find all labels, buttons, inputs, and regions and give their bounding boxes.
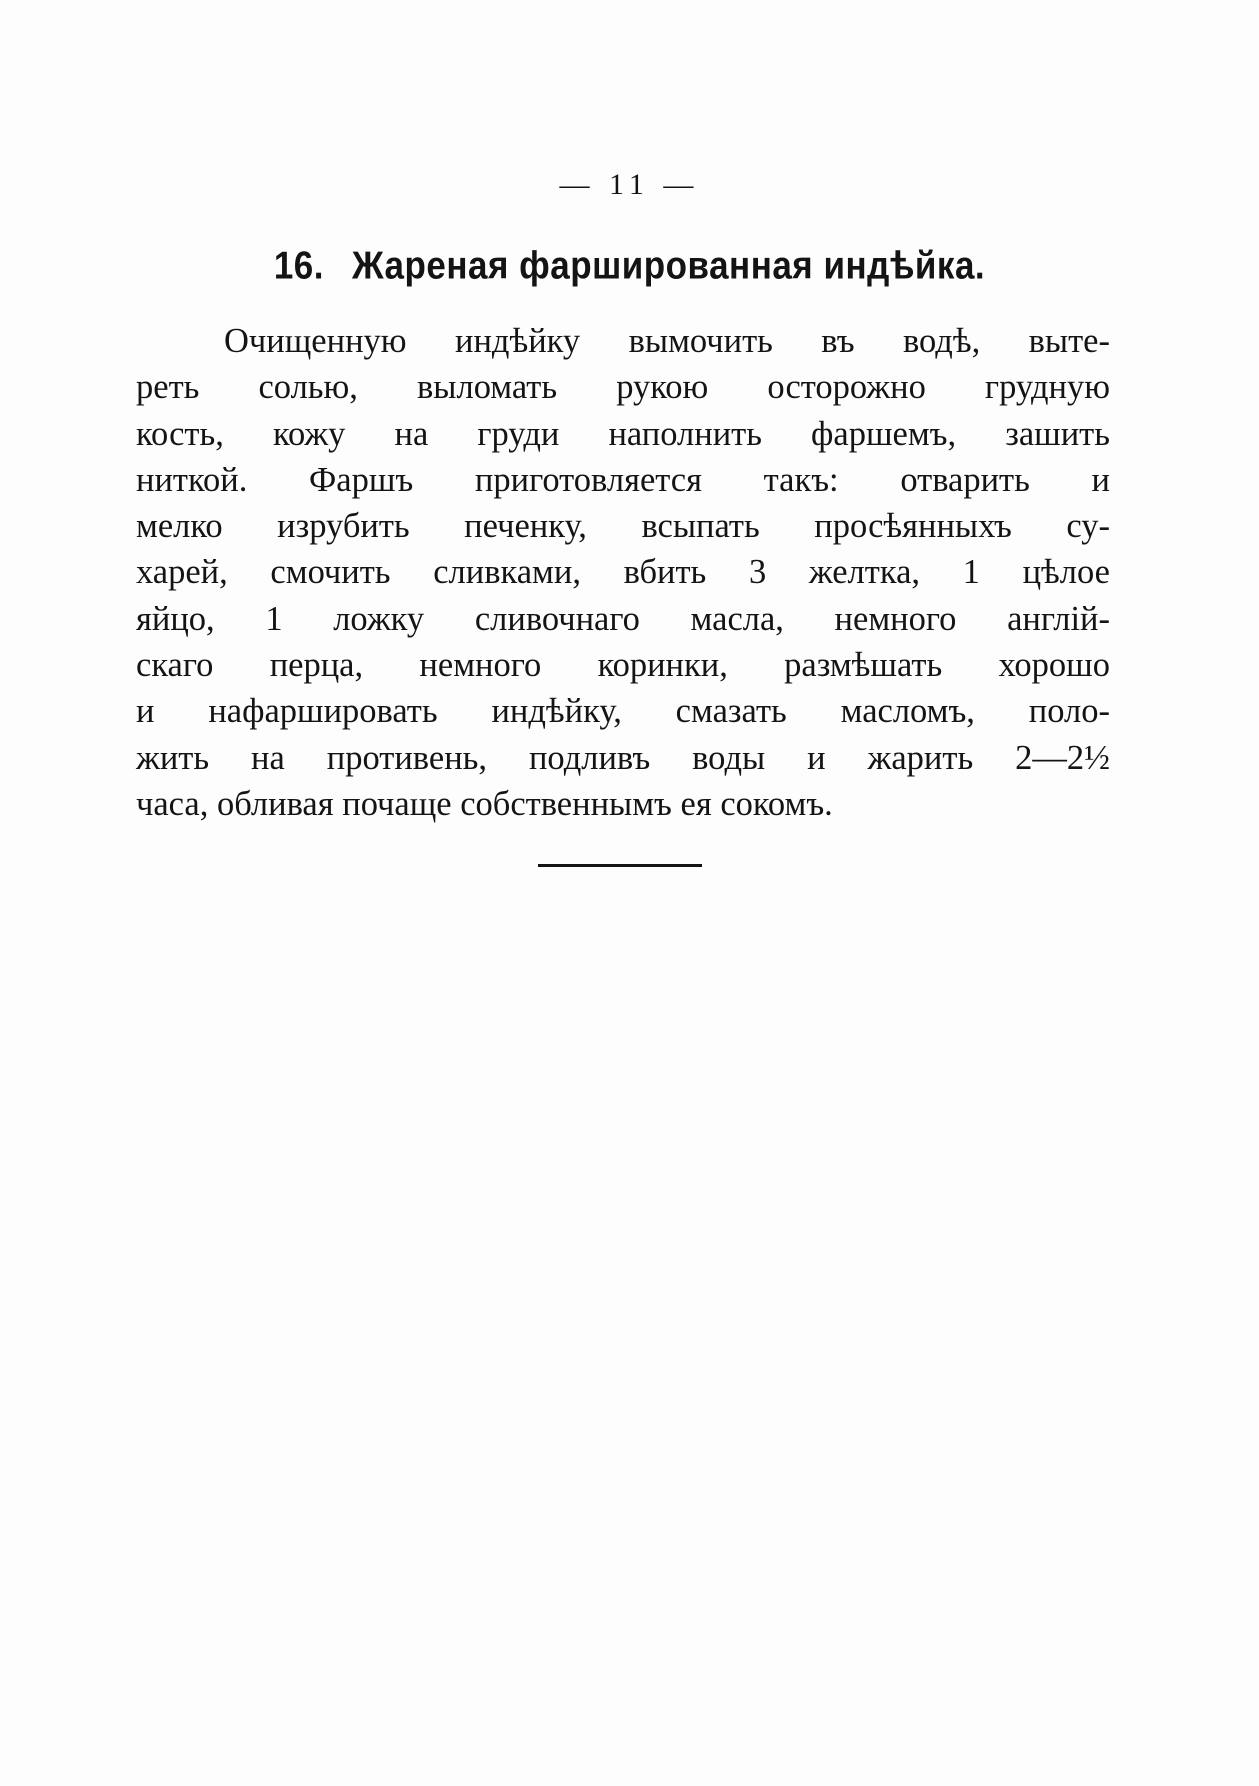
recipe-body	[136, 318, 1110, 827]
text-line: реть солью, выломать рукою осторожно грудную	[136, 368, 1110, 407]
text-line: яйцо, 1 ложку сливочнаго масла, немного англій-	[136, 599, 1110, 638]
page-number-header: — 11 —	[559, 168, 700, 201]
text-line: и нафаршировать индѣйку, смазать масломъ, поло-	[136, 692, 1110, 731]
text-line: мелко изрубить печенку, всыпать просѣянныхъ су-	[136, 507, 1110, 546]
section-divider	[538, 864, 702, 867]
text-line: кость, кожу на груди наполнить фаршемъ, зашить	[136, 414, 1110, 453]
text-line: Очищенную индѣйку вымочить въ водѣ, выте-	[224, 322, 1110, 360]
text-line: часа, обливая почаще собственнымъ ея сокомъ.	[136, 784, 833, 823]
text-line: харей, смочить сливками, вбить 3 желтка, 1 цѣлое	[136, 553, 1110, 592]
recipe-heading	[0, 244, 1259, 289]
text-line: скаго перца, немного коринки, размѣшать хорошо	[136, 646, 1110, 685]
text-line: жить на противень, подливъ воды и жарить 2—2½	[136, 738, 1110, 777]
recipe-number: 16.	[273, 243, 324, 288]
recipe-title: Жареная фаршированная индѣйка.	[352, 243, 986, 288]
text-line: ниткой. Фаршъ приготовляется такъ: отварить и	[136, 460, 1110, 499]
